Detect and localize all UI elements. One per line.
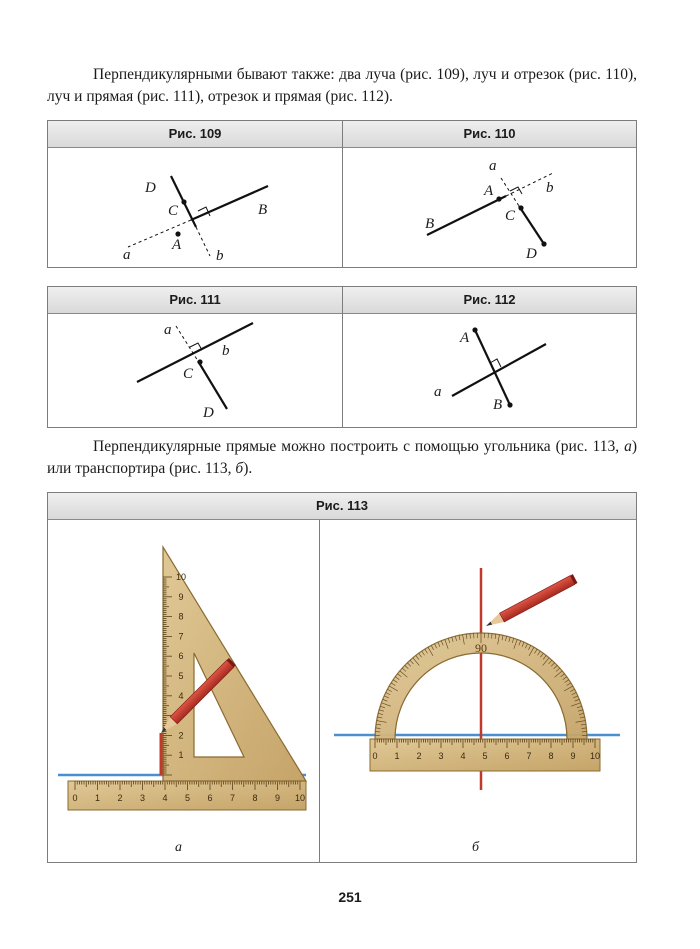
fig109-label-A: A xyxy=(172,237,182,253)
set-square-number: 9 xyxy=(178,591,184,602)
fig109-label-D: D xyxy=(145,180,156,196)
figure-110-drawing xyxy=(343,148,636,266)
ruler-b-number: 1 xyxy=(394,751,400,761)
figure-109-title: Рис. 109 xyxy=(48,121,342,148)
figure-113-sub-a: а xyxy=(175,840,182,855)
figure-110-title: Рис. 110 xyxy=(343,121,636,148)
fig109-label-B: B xyxy=(258,202,268,218)
ruler-b-number: 9 xyxy=(570,751,576,761)
fig110-label-C: C xyxy=(505,208,516,224)
fig111-label-a: a xyxy=(164,322,172,338)
figure-row-109-110 xyxy=(47,120,637,268)
figure-113 xyxy=(47,492,637,863)
set-square-number: 8 xyxy=(178,611,184,622)
figure-112-title: Рис. 112 xyxy=(343,287,636,314)
fig111-label-b: b xyxy=(222,343,230,359)
page-number: 251 xyxy=(338,889,362,905)
ruler-b-number: 10 xyxy=(589,751,601,761)
ruler-a-number: 0 xyxy=(72,793,78,803)
fig110-label-D: D xyxy=(526,246,537,262)
set-square-number: 5 xyxy=(178,671,184,681)
fig112-label-a: a xyxy=(434,384,442,400)
set-square-number: 2 xyxy=(178,730,184,741)
ruler-b-number: 4 xyxy=(460,751,466,761)
figure-110 xyxy=(343,121,636,267)
ruler-a-number: 2 xyxy=(117,793,123,803)
p2-italic-b: б xyxy=(235,460,244,477)
figure-112-drawing xyxy=(343,314,636,426)
ruler-a-number: 6 xyxy=(207,793,213,803)
p2-italic-a: а xyxy=(624,438,632,455)
set-square-illustration xyxy=(58,547,306,810)
ruler-b-number: 3 xyxy=(438,751,444,761)
ruler-b-number: 5 xyxy=(482,751,488,761)
ruler-b-number: 6 xyxy=(504,751,510,761)
figure-111-drawing xyxy=(48,314,342,426)
fig112-label-A: A xyxy=(460,330,470,346)
construction-paragraph xyxy=(47,436,637,480)
figure-row-111-112 xyxy=(47,286,637,428)
figure-109 xyxy=(48,121,342,267)
fig110-label-a: a xyxy=(489,158,497,174)
fig110-label-A: A xyxy=(484,183,494,199)
set-square-number: 7 xyxy=(178,631,184,642)
ruler-a-number: 8 xyxy=(252,793,258,803)
figure-109-drawing xyxy=(48,148,342,266)
protractor-illustration xyxy=(334,568,620,790)
ruler-a-number: 3 xyxy=(139,793,146,803)
ruler-b-number: 2 xyxy=(416,751,422,761)
figure-113-drawing xyxy=(48,520,636,862)
fig109-label-a: a xyxy=(123,247,131,263)
ruler-a-number: 4 xyxy=(162,793,168,803)
ruler-a-number: 9 xyxy=(274,793,281,803)
set-square-number: 6 xyxy=(178,651,184,662)
figure-113-title: Рис. 113 xyxy=(48,493,636,520)
ruler-a-number: 10 xyxy=(294,793,306,803)
intro-paragraph xyxy=(47,64,637,108)
fig110-label-b: b xyxy=(546,180,554,196)
set-square-number: 4 xyxy=(178,690,184,701)
ruler-a-number: 7 xyxy=(229,793,236,803)
fig109-label-C: C xyxy=(168,203,179,219)
figure-111-title: Рис. 111 xyxy=(48,287,342,314)
ruler-a-number: 5 xyxy=(184,793,191,803)
fig111-label-D: D xyxy=(203,405,214,421)
figure-113-sub-b: б xyxy=(472,840,480,855)
ruler-b-number: 8 xyxy=(548,751,554,761)
protractor-label-90: 90 xyxy=(475,641,487,655)
set-square-number: 1 xyxy=(178,750,184,761)
fig110-label-B: B xyxy=(425,216,435,232)
p2-text-1: Перпендикулярные прямые можно построить с помощью угольника (рис. 113, xyxy=(93,438,625,455)
ruler-b-number: 0 xyxy=(372,751,378,761)
set-square-number: 10 xyxy=(175,572,187,582)
figure-111 xyxy=(48,287,342,427)
figure-112 xyxy=(343,287,636,427)
pencil-icon xyxy=(484,574,578,630)
fig112-label-B: B xyxy=(493,397,503,413)
p2-text-3: ). xyxy=(243,460,253,477)
ruler-b-number: 7 xyxy=(526,751,532,761)
p2-text-2: ) или транспортира (рис. 113, xyxy=(47,438,637,477)
fig109-label-b: b xyxy=(216,248,224,264)
ruler-a-number: 1 xyxy=(94,793,101,803)
fig111-label-C: C xyxy=(183,366,194,382)
intro-text: Перпендикулярными бывают также: два луча (рис. 109), луч и отрезок (рис. 110), луч и прямая (рис. 111), отрезок и прямая (рис. 112). xyxy=(47,66,637,105)
